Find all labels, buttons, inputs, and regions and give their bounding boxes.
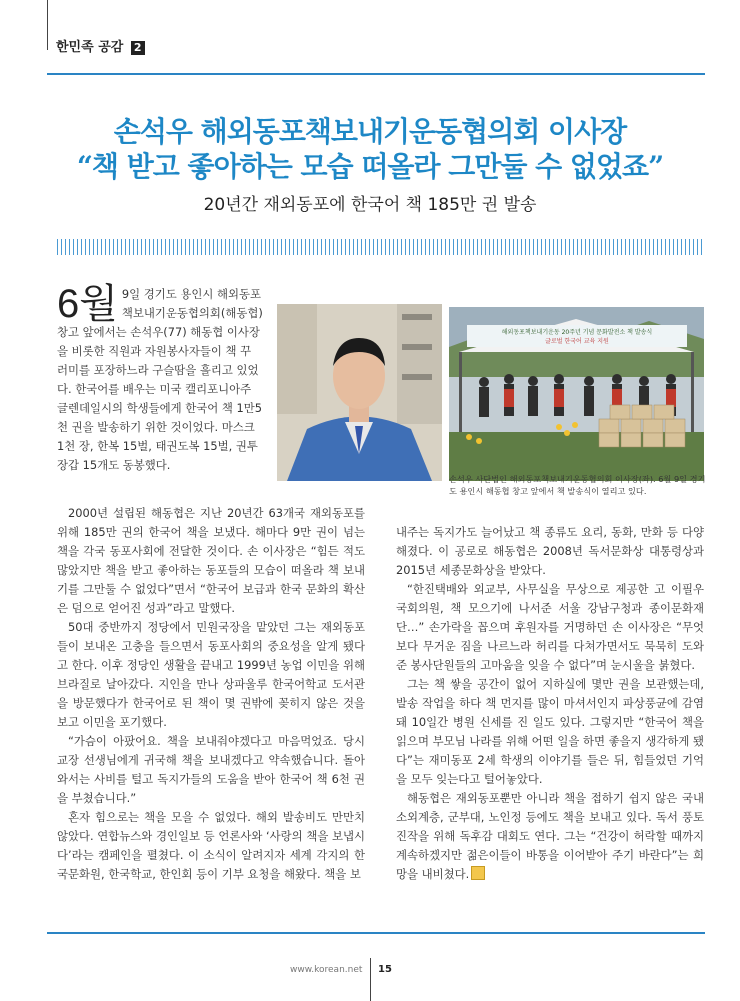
banner-line-1: 해외동포책보내기운동 20주년 기념 문화발전소 책 발송식 xyxy=(501,329,653,336)
section-number-badge: 2 xyxy=(131,41,145,55)
top-divider xyxy=(47,73,705,75)
intro-line: 천 권을 발송하기 위한 것이었다. 마스크 xyxy=(57,420,255,434)
left-column-intro xyxy=(57,282,265,475)
article-subtitle: 20년간 재외동포에 한국어 책 185만 권 발송 xyxy=(203,195,537,215)
decorative-hatch-band xyxy=(57,239,704,255)
intro-line: 9일 경기도 용인시 해외동포 xyxy=(121,287,262,301)
paragraph: 혼자 힘으로는 책을 모을 수 없었다. 해외 발송비도 만만치 않았다. 연합뉴스와 경인일보 등 언론사와 ‘사랑의 책을 보냅시다’라는 캠페인을 펼쳤다. 이 소식이 알려지자 세계 각지의 한국문화원, 한국학교, 한인회 등이 기부 요청을 해왔다. 책을 보 xyxy=(57,810,365,881)
section-label xyxy=(56,36,145,55)
bottom-divider xyxy=(47,932,705,934)
closing-text: 해동협은 재외동포뿐만 아니라 책을 접하기 쉽지 않은 국내 소외계층, 군부대, 노인정 등에도 책을 보내고 있다. 독서 풍토 진작을 위해 독후감 대회도 연다. 그는 “건강이 허락할 때까지 계속하겠지만 젊은이들이 바통을 이어받아 주기 바란다”는 희망을 내비쳤다. xyxy=(396,791,704,881)
article-title-line-2: “책 받고 좋아하는 모습 떠올라 그만둘 수 없었죠” xyxy=(76,150,664,183)
intro-line: 글렌데일시의 학생들에게 한국어 책 1만5 xyxy=(57,401,263,415)
paragraph: 50대 중반까지 정당에서 민원국장을 맡았던 그는 재외동포들이 보내온 고충을 들으면서 동포사회의 중요성을 알게 됐다고 한다. 이후 정당인 생활을 끝내고 1999년 농업 이민을 위해 브라질로 날아갔다. 지인을 만나 상파울루 한국어학교 도서관을 방문했다가 한국어로 된 책이 몇 권밖에 꽂히지 않은 것을 보고 이민을 포기했다. xyxy=(57,620,365,729)
section-name: 한민족 공감 xyxy=(56,40,124,55)
caption-line: 손석우 사단법인 해외동포책보내기운동협의회 이사장(좌). 6월 9일 경기 xyxy=(449,474,706,484)
intro-line: 러미를 포장하느라 구슬땀을 흘리고 있었 xyxy=(57,363,259,377)
right-column-body xyxy=(396,523,704,884)
page-number: 15 xyxy=(378,964,392,975)
end-mark-icon xyxy=(471,866,485,880)
paragraph: 그는 책 쌓을 공간이 없어 지하실에 몇만 권을 보관했는데, 발송 작업을 하다 책 먼지를 많이 마셔서인지 파상풍균에 감염돼 10일간 병원 신세를 진 일도 있다. 그렇지만 “한국어 책을 읽으며 부모님 나라를 위해 어떤 일을 하면 좋을지 생각하게 됐다”는 재미동포 2세 학생의 이야기를 들은 뒤, 힘들었던 기억을 모두 잊는다고 털어놓았다. xyxy=(396,677,704,786)
intro-line: 을 비롯한 직원과 자원봉사자들이 책 꾸 xyxy=(57,344,252,358)
header-vertical-rule xyxy=(47,0,48,50)
portrait-photo xyxy=(277,304,442,481)
caption-line: 도 용인시 해동협 창고 앞에서 책 발송식이 열리고 있다. xyxy=(449,486,647,496)
photo-caption xyxy=(449,473,707,497)
banner-line-2: 글로벌 한국어 교육 지원 xyxy=(545,338,609,345)
paragraph: “가슴이 아팠어요. 책을 보내줘야겠다고 마음먹었죠. 당시 교장 선생님에게 귀국해 책을 보내겠다고 약속했습니다. 돌아와서는 사비를 털고 독지가들의 도움을 받아 한국어 책 6천 권을 부쳤습니다.” xyxy=(57,734,365,805)
paragraph: “한진택배와 외교부, 사무실을 무상으로 제공한 고 이필우 국회의원, 책 모으기에 나서준 서울 강남구청과 종이문화재단…” 손가락을 꼽으며 후원자를 거명하던 손 이사장은 “무엇보다 무거운 짐을 나르느라 허리를 다쳐가면서도 묵묵히 도와준 봉사단원들의 고마움을 잊을 수 없다”며 눈시울을 붉혔다. xyxy=(396,582,704,672)
paragraph xyxy=(396,789,704,884)
left-column-body xyxy=(57,504,365,884)
intro-line: 다. 한국어를 배우는 미국 캘리포니아주 xyxy=(57,382,252,396)
dropcap: 6월 xyxy=(57,282,118,326)
article-title-line-1: 손석우 해외동포책보내기운동협의회 이사장 xyxy=(113,115,627,148)
paragraph: 2000년 설립된 해동협은 지난 20년간 63개국 재외동포를 위해 185만 권의 한국어 책을 보냈다. 해마다 9만 권이 넘는 책을 각국 동포사회에 전달한 것이다. 손 이사장은 “힘든 적도 많았지만 책을 받고 좋아하는 동포들의 모습이 떠올라 책 보내기를 그만둘 수 없었다”면서 “한국어 보급과 한국 문화의 확산은 덤으로 얻어진 성과”라고 말했다. xyxy=(57,506,365,615)
intro-line: 창고 앞에서는 손석우(77) 해동협 이사장 xyxy=(57,325,260,339)
intro-line: 책보내기운동협의회(해동협) xyxy=(121,306,263,320)
footer-separator xyxy=(370,958,371,1001)
paragraph: 내주는 독지가도 늘어났고 책 종류도 요리, 동화, 만화 등 다양해졌다. 이 공로로 해동협은 2008년 독서문화상 대통령상과 2015년 세종문화상을 받았다. xyxy=(396,525,704,577)
intro-line: 1천 장, 한복 15벌, 태권도복 15벌, 권투 xyxy=(57,439,258,453)
event-photo xyxy=(449,307,704,481)
intro-line: 장갑 15개도 동봉했다. xyxy=(57,458,171,472)
footer-url: www.korean.net xyxy=(290,965,363,975)
